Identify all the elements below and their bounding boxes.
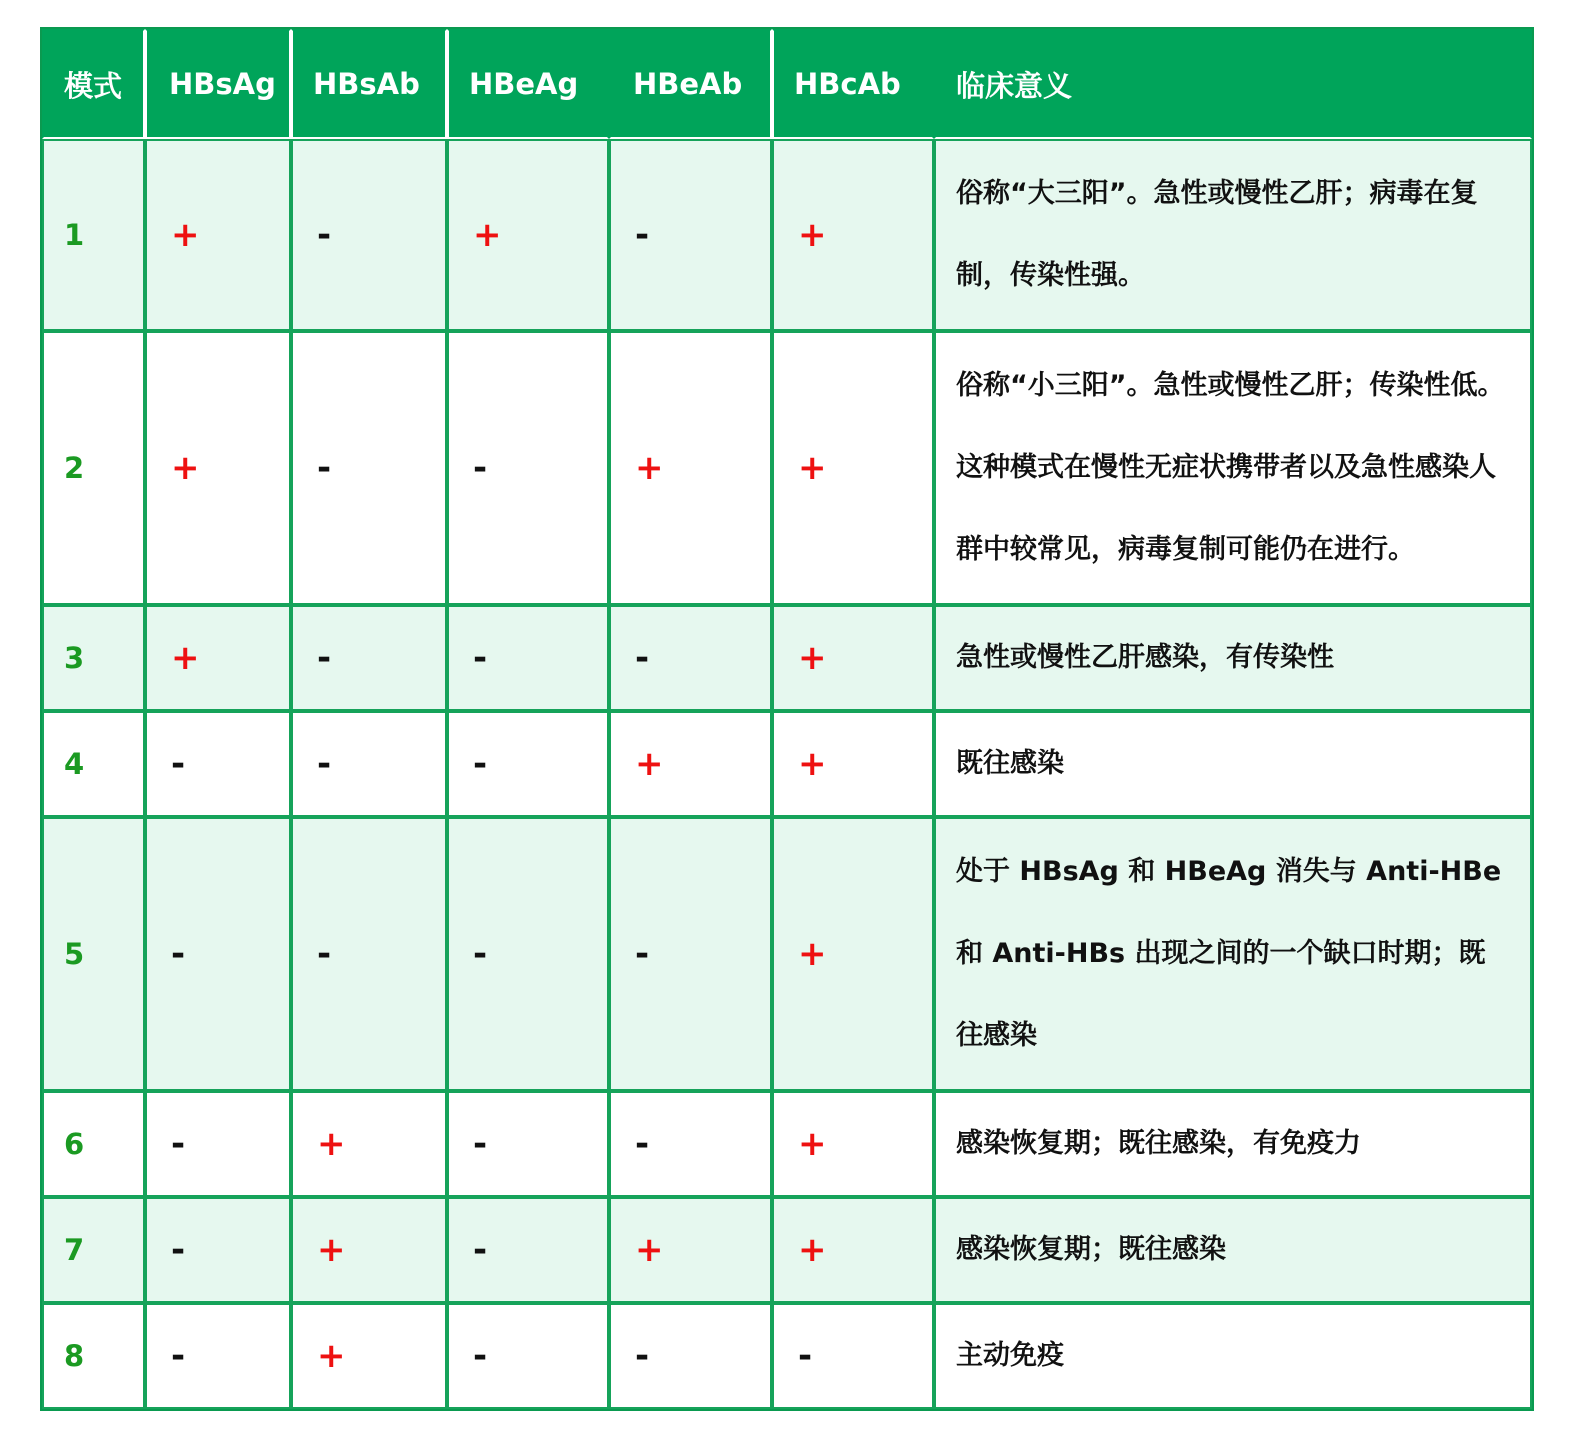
table-row [42,817,1532,1091]
clinical-meaning: 处于 HBsAg 和 HBeAg 消失与 Anti-HBe 和 Anti-HBs 出现之间的一个缺口时期；既往感染 [934,817,1532,1091]
clinical-meaning: 急性或慢性乙肝感染，有传染性 [934,605,1532,711]
mode-number: 1 [42,139,145,331]
hbsab-result: + [291,1303,447,1409]
mode-number: 7 [42,1197,145,1303]
hbsag-result: - [145,817,291,1091]
hbsab-result: - [291,817,447,1091]
hbeab-result: - [609,139,772,331]
table-row [42,711,1532,817]
hbeag-result: + [447,139,609,331]
hbeab-result: + [609,1197,772,1303]
hbsag-result: + [145,605,291,711]
table-row [42,1303,1532,1409]
header-mode: 模式 [42,29,145,139]
table-row [42,605,1532,711]
hbeab-result: - [609,1303,772,1409]
hbsab-result: - [291,139,447,331]
table-body [42,139,1532,1409]
hbeag-result: - [447,1197,609,1303]
hbcab-result: + [772,711,934,817]
clinical-meaning: 感染恢复期；既往感染，有免疫力 [934,1091,1532,1197]
hbsab-result: - [291,711,447,817]
hbcab-result: + [772,605,934,711]
hbcab-result: + [772,139,934,331]
hbeag-result: - [447,1091,609,1197]
table-row [42,1197,1532,1303]
hbsab-result: + [291,1197,447,1303]
mode-number: 3 [42,605,145,711]
table-row [42,331,1532,605]
clinical-meaning: 主动免疫 [934,1303,1532,1409]
hbeab-result: + [609,711,772,817]
hbv-serology-table [40,27,1534,1411]
hbsag-result: - [145,1303,291,1409]
clinical-meaning: 感染恢复期；既往感染 [934,1197,1532,1303]
hbcab-result: - [772,1303,934,1409]
table-header [42,29,1532,139]
hbsag-result: + [145,139,291,331]
hbeag-result: - [447,331,609,605]
header-hbeab: HBeAb [609,29,772,139]
hbsab-result: - [291,331,447,605]
header-hbsab: HBsAb [291,29,447,139]
hbeag-result: - [447,711,609,817]
hbsag-result: + [145,331,291,605]
hbeag-result: - [447,1303,609,1409]
header-hbeag: HBeAg [447,29,609,139]
clinical-meaning: 俗称“大三阳”。急性或慢性乙肝；病毒在复制，传染性强。 [934,139,1532,331]
hbcab-result: + [772,1091,934,1197]
hbsag-result: - [145,1197,291,1303]
hbeag-result: - [447,605,609,711]
hbeab-result: - [609,605,772,711]
header-row [42,29,1532,139]
hbeab-result: + [609,331,772,605]
table-row [42,1091,1532,1197]
header-hbsag: HBsAg [145,29,291,139]
mode-number: 6 [42,1091,145,1197]
header-meaning: 临床意义 [934,29,1532,139]
hbeab-result: - [609,817,772,1091]
clinical-meaning: 既往感染 [934,711,1532,817]
mode-number: 5 [42,817,145,1091]
hbsag-result: - [145,1091,291,1197]
mode-number: 2 [42,331,145,605]
hbsab-result: - [291,605,447,711]
clinical-meaning: 俗称“小三阳”。急性或慢性乙肝；传染性低。这种模式在慢性无症状携带者以及急性感染人群中较常见，病毒复制可能仍在进行。 [934,331,1532,605]
table-row [42,139,1532,331]
hbsab-result: + [291,1091,447,1197]
hbeab-result: - [609,1091,772,1197]
mode-number: 4 [42,711,145,817]
hbcab-result: + [772,1197,934,1303]
header-hbcab: HBcAb [772,29,934,139]
hbcab-result: + [772,817,934,1091]
hbcab-result: + [772,331,934,605]
mode-number: 8 [42,1303,145,1409]
hbsag-result: - [145,711,291,817]
hbeag-result: - [447,817,609,1091]
